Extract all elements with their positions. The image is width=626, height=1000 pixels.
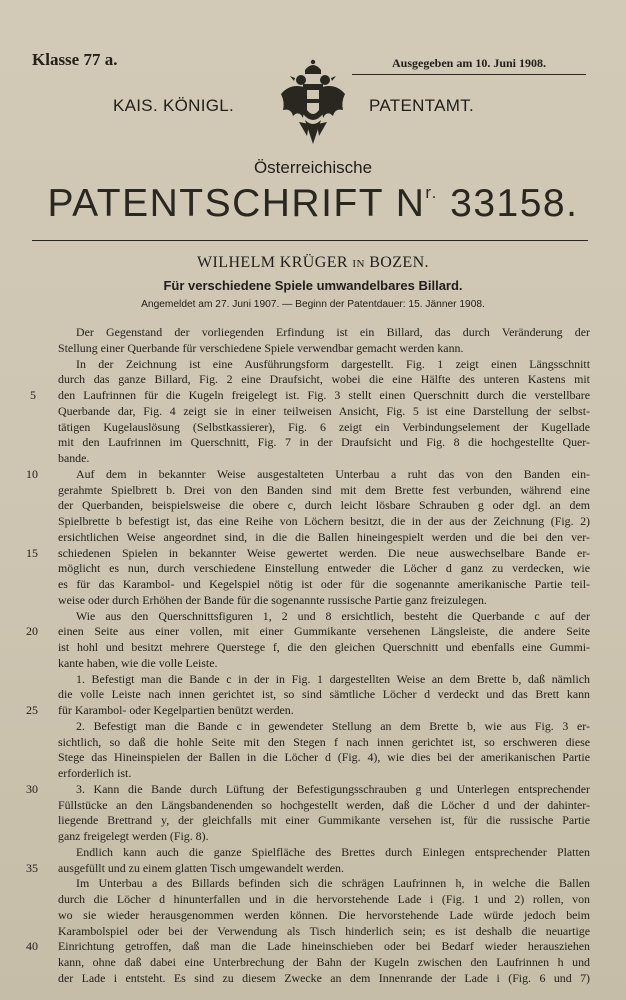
body-line: sichtlich, so daß die hohle Seite mit den Stegen f nach innen gerichtet ist, so erschweren diese [58,734,590,749]
body-line: tätigen Kugelauslösung (Selbstkassierer), Fig. 6 zeigt ein Verbindungselement der Kugellade [58,419,590,434]
body-line: die volle Leiste nach innen gerichtet ist, so sind sämtliche Löcher d verdeckt und das Brett kann [58,687,590,702]
issue-date: Ausgegeben am 10. Juni 1908. [352,56,586,75]
body-line: erforderlich ist. [58,766,132,780]
patent-number: 33158. [450,182,579,225]
patentamt-label: PATENTAMT. [369,96,474,115]
patent-body-text [58,325,590,987]
patentschrift-label: PATENTSCHRIFT [47,182,384,225]
body-line: Endlich kann auch die ganze Spielfläche des Brettes durch Einlegen entsprechender Platten [76,844,590,859]
line-number: 20 [26,624,38,639]
body-line: möglicht es nun, durch verschiedene Einstellung entweder die Löcher d ganz zu verdecken, wie [58,561,590,576]
body-line: der Lade i entsteht. Es sind zu diesem Zwecke an dem Innenrande der Lade i (Fig. 6 und 7) [58,970,590,985]
line-number: 15 [26,545,38,560]
body-line: Stege das Hineinspielen der Ballen in die Löcher d (Fig. 4), wie dies bei der amerikanischen Partie [58,750,590,765]
body-line: Stellung einer Querbande für verschiedene Spiele verwendbar gemacht werden kann. [58,340,464,355]
body-line: Der Gegenstand der vorliegenden Erfindung ist ein Billard, das durch Veränderung der [76,325,590,339]
number-sign-letter: N [395,182,426,225]
kais-koenigl-label: KAIS. KÖNIGL. [113,96,235,115]
body-line: kante haben, wie die volle Leiste. [58,655,218,670]
body-line: Einrichtung getroffen, daß man die Lade hineinschieben oder bei Bedarf wieder herausziehen [58,939,590,954]
body-line: Im Unterbau a des Billards befinden sich die schrägen Laufrinnen h, in welche die Ballen [76,876,590,891]
body-line: Querbande dar, Fig. 4 zeigt sie in einer teilweisen Ansicht, Fig. 5 ist eine Darstellung der selbst- [58,403,590,418]
body-line: ganz freigelegt werden (Fig. 8). [58,829,209,843]
author-name: WILHELM KRÜGER [197,254,348,271]
number-sign-superscript: r. [425,183,438,202]
body-line: 2. Befestigt man die Bande c in gewendeter Stellung an dem Brette b, wie aus Fig. 3 er- [76,718,590,733]
oesterreichische-label: Österreichische [253,158,373,177]
number-sign [396,182,438,225]
body-line: gerahmte Spielbrett b. Drei von den Banden sind mit dem Brette fest verbunden, während eine [58,482,590,497]
body-line: einen Seite aus einer vollen, mit einer Gummikante versehenen Längsleiste, die andere Seite [58,624,590,639]
author-in: IN [352,258,365,270]
body-line: In der Zeichnung ist eine Ausführungsform dargestellt. Fig. 1 zeigt einen Längsschnitt [76,356,590,371]
line-number: 25 [26,703,38,717]
author-city: BOZEN. [369,254,429,271]
header-divider [32,240,588,241]
body-line: es für das Karambol- und Kegelspiel nötig ist oder für die sogenannte amerikanische Partie teil- [58,577,590,591]
body-line: der Querbanden, beispielsweise die obere c, durch leicht lösbare Schrauben g oder dgl. an dem [58,498,590,513]
line-number: 10 [26,466,38,481]
filing-dates: Angemeldet am 27. Juni 1907. — Beginn der Patentdauer: 15. Jänner 1908. [141,299,485,310]
body-line: kann, ohne daß dabei eine Unterbrechung der Bahn der Kugeln zwischen den Laufrinnen h und [58,955,590,969]
body-line: schiedenen Spielen in bekannter Weise gewertet werden. Die neue auswechselbare Bande er- [58,545,590,560]
body-line: ersichtlichen Weise angeordnet sind, in die die Ballen hineingespielt werden und die bei den ver- [58,529,590,544]
body-line: Karambolspiel oder bei der Verwendung als Tisch hinderlich sein; es ist deshalb die neuartige [58,923,590,938]
invention-title: Für verschiedene Spiele umwandelbares Billard. [163,278,463,293]
body-line: den Laufrinnen für die Kugeln freigelegt ist. Fig. 3 stellt einen Querschnitt durch die verstellbare [58,388,590,402]
author-line [0,254,626,272]
body-line: wo sie wieder herausgenommen werden können. Die hervorstehende Lade würde jedoch beim [58,907,590,922]
body-line: Auf dem in bekannter Weise ausgestalteten Unterbau a ruht das von den Banden ein- [76,466,590,481]
body-line: durch das ganze Billard, Fig. 2 eine Draufsicht, wobei die eine Hälfte des unteren Kastens mit [58,372,590,387]
klasse-label: Klasse 77 a. [32,50,118,69]
body-line: ist hohl und besitzt mehrere Querstege f, die den gleichen Querschnitt und ebenfalls eine Gummi- [58,640,590,654]
body-line: mit den Laufrinnen im Querschnitt, Fig. 7 in der Draufsicht und Fig. 8 die hochgestellte Quer- [58,435,590,450]
line-number: 35 [26,860,38,875]
body-line: weise oder durch Erhöhen der Bande für die sogenannte russische Partie ganz freizulegen. [58,592,487,607]
body-line: Wie aus den Querschnittsfiguren 1, 2 und 8 ersichtlich, besteht die Querbande c auf der [76,608,590,623]
body-line: für Karambol- oder Kegelpartien benützt werden. [58,703,294,717]
body-line: durch die Löcher d hinunterfallen und in die hervorstehende Lade i (Fig. 1 und 2) rollen, von [58,892,590,906]
line-number: 30 [26,781,38,796]
double-headed-eagle-icon [277,58,349,150]
body-line: Spielbrette b befestigt ist, das eine Reihe von Löchern besitzt, die in der aus der Zeichnung (Fig. 2) [58,514,590,528]
body-line: liegende Brettrand y, der gleichfalls mit einer Gummikante versehen ist, für die russische Partie [58,813,590,828]
line-number: 5 [30,388,36,402]
body-line: Füllstücke an den Längsbandenenden so hochgestellt werden, daß die Löcher d und der dahinter- [58,797,590,812]
body-line: bande. [58,451,90,465]
body-line: 3. Kann die Bande durch Lüftung der Befestigungsschrauben g und Unterlegen entsprechender [76,781,590,796]
body-line: 1. Befestigt man die Bande c in der in Fig. 1 dargestellten Weise an dem Brette b, daß nämlich [76,671,590,686]
document-title [0,182,626,226]
body-line: ausgefüllt und zu einem glatten Tisch umgewandelt werden. [58,860,344,875]
line-number: 40 [26,939,38,954]
